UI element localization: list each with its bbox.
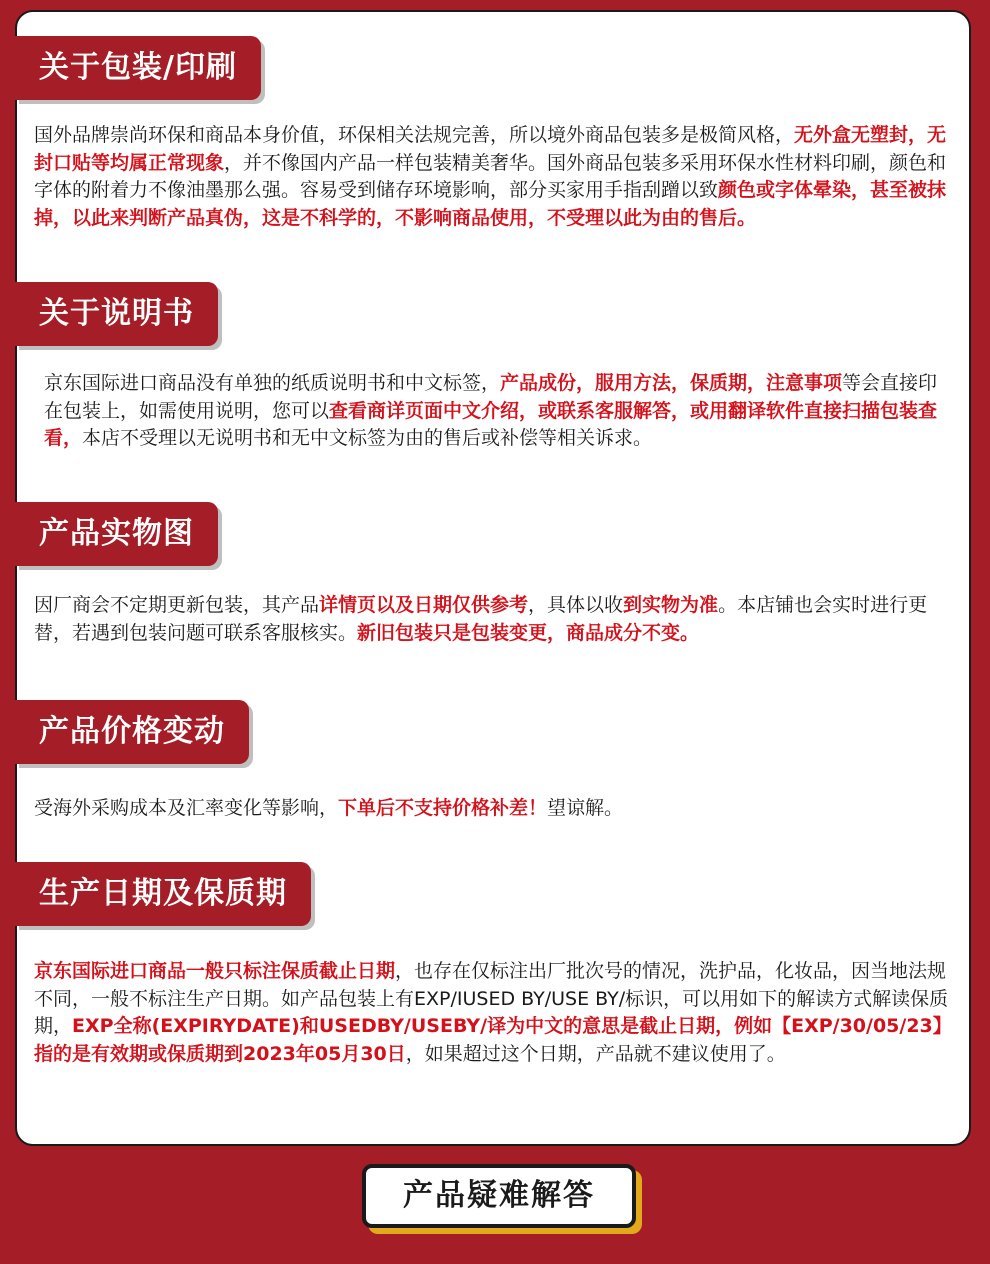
- highlight-text: 到实物为准: [623, 594, 719, 616]
- highlight-text: 下单后不支持价格补差！: [338, 797, 548, 819]
- highlight-text: 详情页以及日期仅供参考: [319, 594, 529, 616]
- section-text-manual: [44, 370, 952, 453]
- highlight-text: 京东国际进口商品一般只标注保质截止日期: [34, 960, 396, 982]
- body-text: 等会直接印在包装上，如需使用说明，您可以: [44, 372, 938, 422]
- section-title-shelf-life: 生产日期及保质期: [15, 862, 311, 926]
- body-text: 本店不受理以无说明书和无中文标签为由的售后或补偿等相关诉求。: [82, 427, 653, 449]
- body-text: ，也存在仅标注出厂批次号的情况，洗护品，化妆品，因当地法规不同，一般不标注生产日期。如产品包装上有EXP/IUSED BY/USE BY/标识，可以用如下的解读方式解读保质期，: [34, 960, 949, 1037]
- body-text: ，如果超过这个日期，产品就不建议使用了。: [405, 1042, 786, 1065]
- highlight-text: EXP全称(EXPIRYDATE)和USEDBY/USEBY/译为中文的意思是截止日期，例如【EXP/30/05/23】指的是有效期或保质期到2023年05月30日: [34, 1015, 952, 1065]
- section-text-price-change: [34, 795, 952, 823]
- body-text: 因厂商会不定期更新包装，其产品: [34, 594, 320, 616]
- faq-button[interactable]: 产品疑难解答: [362, 1164, 636, 1228]
- highlight-text: 产品成份，服用方法，保质期，注意事项: [500, 372, 843, 394]
- body-text: ，具体以收: [528, 594, 624, 616]
- highlight-text: 颜色或字体晕染，甚至被抹掉，以此来判断产品真伪，这是不科学的，不影响商品使用，不受理以此为由的售后。: [34, 179, 947, 229]
- body-text: 望谅解。: [547, 797, 624, 819]
- highlight-text: 无外盒无塑封，无封口贴等均属正常现象: [34, 124, 947, 174]
- highlight-text: 新旧包装只是包装变更，商品成分不变。: [357, 621, 700, 644]
- section-title-manual: 关于说明书: [15, 282, 218, 346]
- section-title-price-change: 产品价格变动: [15, 700, 249, 764]
- section-text-shelf-life: [34, 958, 952, 1068]
- body-text: 。本店铺也会实时进行更替，若遇到包装问题可联系客服核实。: [34, 594, 928, 644]
- section-text-product-photo: [34, 592, 952, 647]
- body-text: 国外品牌崇尚环保和商品本身价值，环保相关法规完善，所以境外商品包装多是极简风格，: [34, 124, 795, 146]
- section-title-product-photo: 产品实物图: [15, 502, 218, 566]
- body-text: 京东国际进口商品没有单独的纸质说明书和中文标签，: [44, 372, 501, 394]
- section-title-packaging: 关于包装/印刷: [15, 36, 261, 100]
- body-text: ，并不像国内产品一样包装精美奢华。国外商品包装多采用环保水性材料印刷，颜色和字体的附着力不像油墨那么强。容易受到储存环境影响，部分买家用手指刮蹭以致: [34, 151, 947, 201]
- section-text-packaging: [34, 122, 952, 232]
- body-text: 受海外采购成本及汇率变化等影响，: [34, 797, 339, 819]
- highlight-text: 查看商详页面中文介绍，或联系客服解答，或用翻译软件直接扫描包装查看，: [44, 399, 938, 449]
